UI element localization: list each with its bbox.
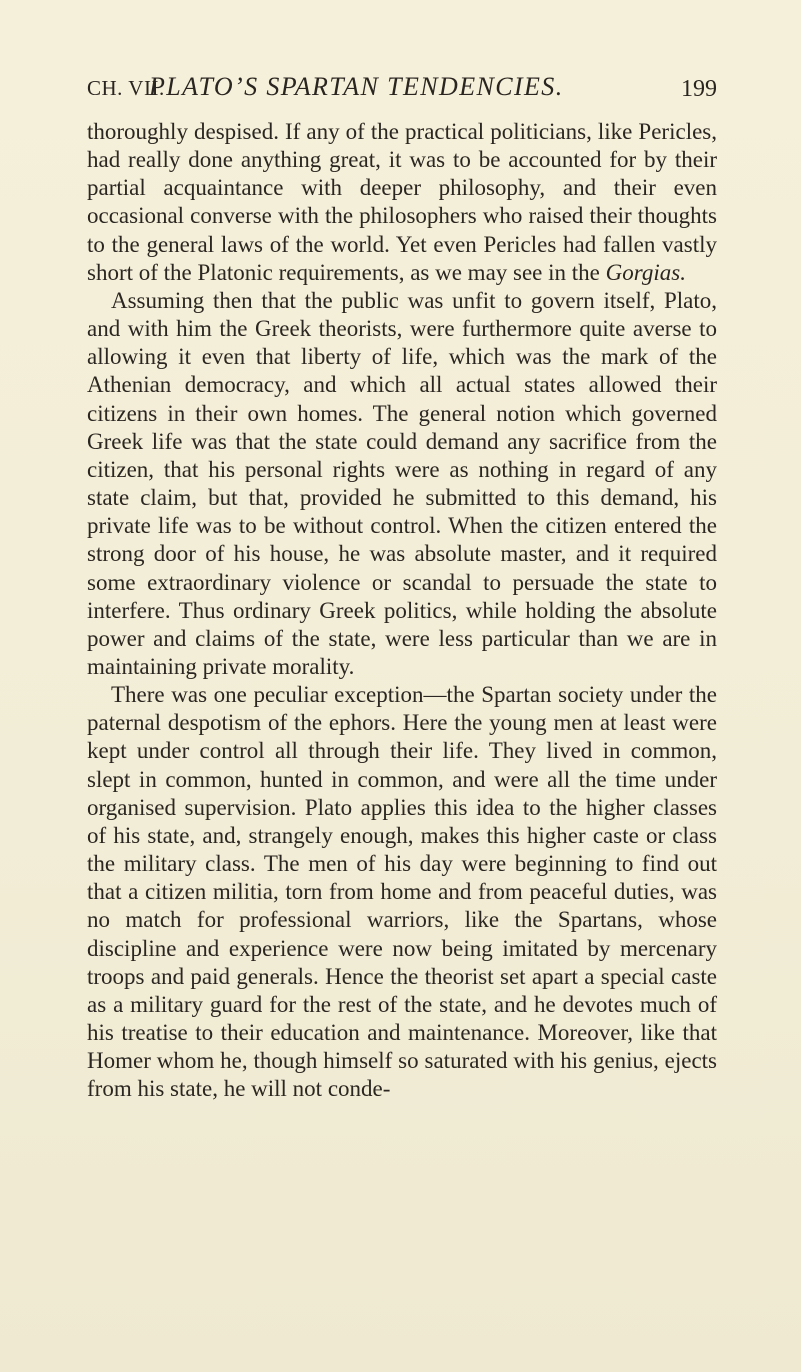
page-number: 199 <box>681 76 717 102</box>
chapter-label: CH. VII. <box>87 76 165 100</box>
work-title-italic: Gorgias. <box>605 259 686 285</box>
running-head <box>87 72 717 112</box>
paragraph-text: thoroughly despised. If any of the practical politicians, like Pericles, had really done anything great, it was to be accounted for by their partial acquaintance with deeper philosophy, and their even occasional converse with the philosophers who raised their thoughts to the general laws of the world. Yet even Pericles had fallen vastly short of the Platonic requirements, as we may see in the <box>87 119 717 285</box>
running-title: PLATO’S SPARTAN TENDENCIES. <box>149 72 564 101</box>
body-text <box>87 118 717 1103</box>
paragraph-continued <box>87 118 717 287</box>
paragraph: There was one peculiar exception—the Spartan society under the paternal despotism of the ephors. Here the young men at least were kept under control all through their life. They lived in common, slept in common, hunted in common, and were all the time under organised supervision. Plato applies this idea to the higher classes of his state, and, strangely enough, makes this higher caste or class the military class. The men of his day were beginning to find out that a citizen militia, torn from home and from peaceful duties, was no match for professional warriors, like the Spartans, whose discipline and experience were now being imitated by mercenary troops and paid generals. Hence the theorist set apart a special caste as a military guard for the rest of the state, and he devotes much of his treatise to their education and maintenance. Moreover, like that Homer whom he, though himself so saturated with his genius, ejects from his state, he will not conde- <box>87 682 717 1102</box>
paragraph: Assuming then that the public was unfit to govern itself, Plato, and with him the Greek theorists, were furthermore quite averse to allowing it even that liberty of life, which was the mark of the Athenian democracy, and which all actual states allowed their citizens in their own homes. The general notion which governed Greek life was that the state could demand any sacrifice from the citizen, that his personal rights were as nothing in regard of any state claim, but that, provided he submitted to this demand, his private life was to be without control. When the citizen entered the strong door of his house, he was absolute master, and it required some extraordinary violence or scandal to persuade the state to interfere. Thus ordinary Greek politics, while holding the absolute power and claims of the state, were less particular than we are in maintaining private morality. <box>87 287 717 679</box>
